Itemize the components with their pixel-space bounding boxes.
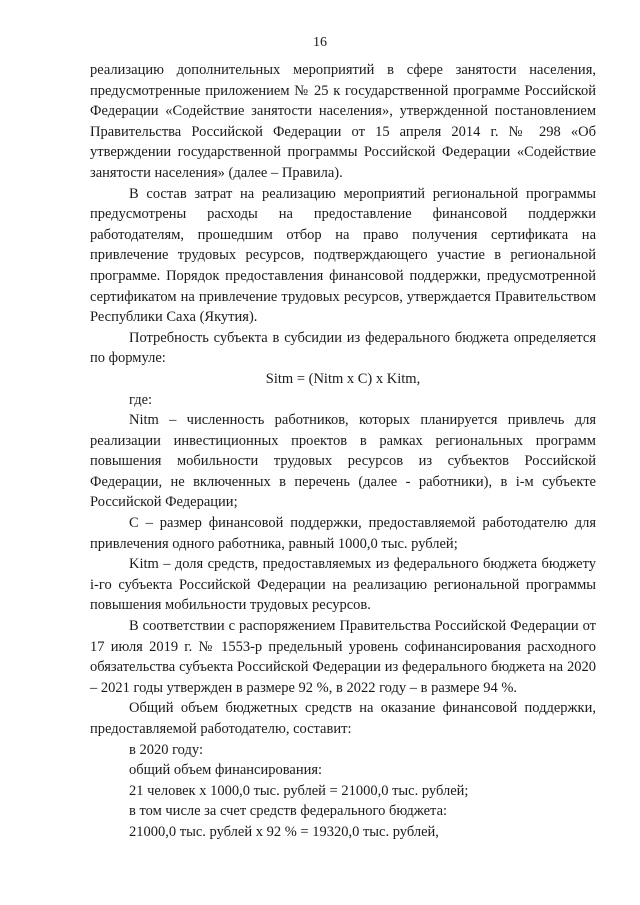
definition-kitm: Kitm – доля средств, предоставляемых из федерального бюджета бюджету i-го субъекта Российской Федерации на реализацию региональной программы повышения мобильности трудовых ресурсов. bbox=[90, 556, 596, 614]
line-calc-total: 21 человек х 1000,0 тыс. рублей = 21000,0 тыс. рублей; bbox=[129, 782, 469, 799]
document-body bbox=[90, 60, 596, 843]
definition-nitm: Nitm – численность работников, которых планируется привлечь для реализации инвестиционных проектов в рамках региональных программ повышения мобильности трудовых ресурсов из субъектов Российской Федерации, не включенных в перечень (далее - работники), в i-м субъекте Российской Федерации; bbox=[90, 412, 596, 511]
paragraph-need: Потребность субъекта в субсидии из федерального бюджета определяется по формуле: bbox=[90, 329, 596, 367]
paragraph-cofinancing: В соответствии с распоряжением Правительства Российской Федерации от 17 июля 2019 г. № 1553-р предельный уровень софинансирования расходного обязательства субъекта Российской Федерации из федерального бюджета на 2020 – 2021 годы утвержден в размере 92 %, в 2022 году – в размере 94 %. bbox=[90, 618, 596, 696]
page-number: 16 bbox=[313, 35, 327, 50]
line-federal-budget: в том числе за счет средств федерального бюджета: bbox=[129, 803, 448, 820]
paragraph-costs: В состав затрат на реализацию мероприятий региональной программы предусмотрены расходы на предоставление финансовой поддержки работодателям, прошедшим отбор на право получения сертификата на привлечение трудовых ресурсов, подтверждающего участие в региональной программе. Порядок предоставления финансовой поддержки, предусмотренной сертификатом на привлечение трудовых ресурсов, утверждается Правительством Республики Саха (Якутия). bbox=[90, 185, 596, 326]
paragraph-total-volume: Общий объем бюджетных средств на оказание финансовой поддержки, предоставляемой работодателю, составит: bbox=[90, 700, 596, 737]
line-year-2020: в 2020 году: bbox=[129, 741, 203, 758]
formula: Sitm = (Nitm x C) x Kitm, bbox=[265, 370, 421, 387]
line-total-financing: общий объем финансирования: bbox=[129, 762, 323, 779]
formula-where: где: bbox=[129, 391, 153, 408]
paragraph-intro: реализацию дополнительных мероприятий в сфере занятости населения, предусмотренные приложением № 25 к государственной программе Российской Федерации «Содействие занятости населения», утвержденной постановлением Правительства Российской Федерации от 15 апреля 2014 г. № 298 «Об утверждении государственной программы Российской Федерации «Содействие занятости населения» (далее – Правила). bbox=[90, 62, 596, 181]
line-calc-federal: 21000,0 тыс. рублей х 92 % = 19320,0 тыс. рублей, bbox=[129, 823, 439, 840]
definition-c: C – размер финансовой поддержки, предоставляемой работодателю для привлечения одного работника, равный 1000,0 тыс. рублей; bbox=[90, 515, 596, 552]
